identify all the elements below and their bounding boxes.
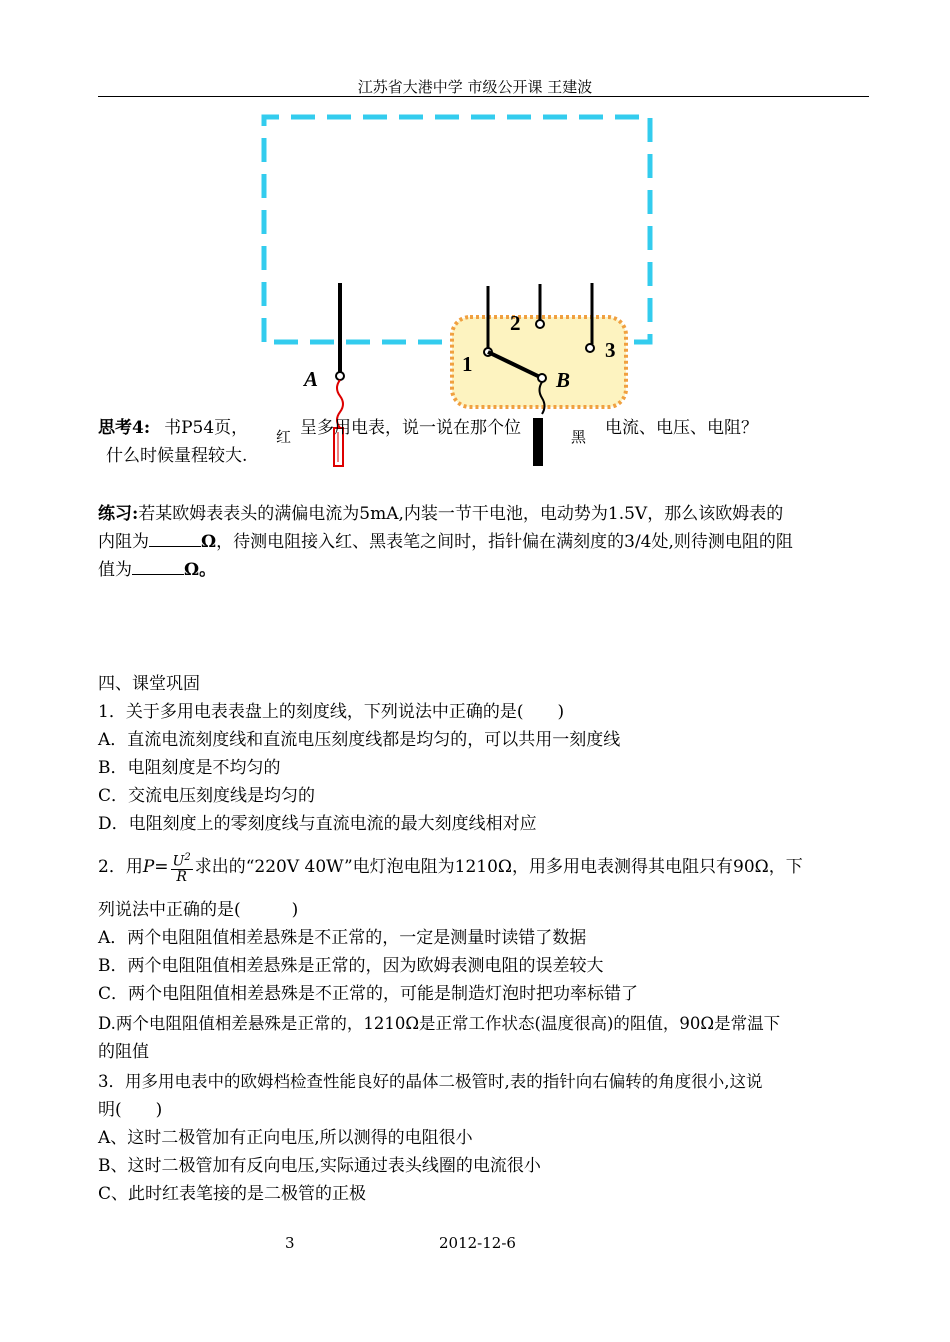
q3-stem-line1: 3．用多用电表中的欧姆档检查性能良好的晶体二极管时,表的指针向右偏转的角度很小,这说 [98,1072,763,1091]
section4-title: 四、课堂巩固 [98,674,200,694]
q2-option-d: D.两个电阻阻值相差悬殊是正常的，1210Ω是正常工作状态(温度很高)的阻值，90Ω是常温下 [98,1014,781,1033]
terminal-a [336,372,344,380]
terminal-3 [586,344,594,352]
label-black: 黑 [571,430,587,446]
q1-option-a: A．直流电流刻度线和直流电压刻度线都是均匀的，可以共用一刻度线 [98,730,621,750]
terminal-2 [536,320,544,328]
label-1: 1 [462,352,473,376]
practice-text1: 若某欧姆表表头的满偏电流为5mA,内装一节干电池，电动势为1.5V，那么该欧姆表的 [138,504,784,524]
practice-line3: 值为 Ω。 [98,556,869,584]
think4-text3: 电流、电压、电阻？ [605,418,758,438]
q3-option-b: B、这时二极管加有反向电压,实际通过表头线圈的电流很小 [98,1156,541,1176]
practice-label: 练习: [98,504,139,524]
q2-option-d-cont: 的阻值 [98,1042,149,1062]
q2-option-b: B．两个电阻阻值相差悬殊是正常的，因为欧姆表测电阻的误差较大 [98,956,604,976]
practice-line2: 内阻为 Ω，待测电阻接入红、黑表笔之间时，指针偏在满刻度的3/4处,则待测电阻的阻 [98,528,869,556]
q2-option-c: C．两个电阻阻值相差悬殊是不正常的，可能是制造灯泡时把功率标错了 [98,984,639,1004]
q3-option-c: C、此时红表笔接的是二极管的正极 [98,1184,367,1204]
q2-stem-line1: 2．用P= $\frac{U^2}{R}$ 求出的“220V 40W”电灯泡电阻为1210Ω，用多用电表测得其电阻只有90Ω，下 [98,851,803,886]
think4-label: 思考4: [98,418,151,438]
label-2: 2 [510,311,521,335]
q3-stem-line2: 明( ) [98,1100,163,1120]
q1-stem: 1．关于多用电表表盘上的刻度线，下列说法中正确的是( ) [98,702,565,722]
think4-text2: 呈多用电表，说一说在那个位 [300,418,521,438]
header-rule [98,96,869,97]
label-a: A [304,367,319,391]
think4-line2: 什么时候量程较大. [106,446,248,466]
page-number: 3 [285,1234,295,1252]
q2-option-a: A．两个电阻阻值相差悬殊是不正常的，一定是测量时读错了数据 [98,928,587,948]
power-formula: P= $\frac{U^2}{R}$ [142,851,191,886]
label-b: B [556,368,571,392]
q3-option-a: A、这时二极管加有正向电压,所以测得的电阻很小 [98,1128,473,1148]
terminal-b [538,374,546,382]
footer-date: 2012-12-6 [439,1234,516,1252]
blank-measured-resistance[interactable] [132,556,184,575]
q1-option-c: C．交流电压刻度线是均匀的 [98,786,316,806]
label-red: 红 [276,430,292,446]
blank-internal-resistance[interactable] [149,528,201,547]
label-3: 3 [605,338,616,362]
think4-text1: 书P54页， [164,418,249,438]
practice-line1 [98,500,869,528]
q1-option-d: D．电阻刻度上的零刻度线与直流电流的最大刻度线相对应 [98,814,537,834]
q1-option-b: B．电阻刻度是不均匀的 [98,758,281,778]
q2-stem-line2: 列说法中正确的是( ) [98,900,299,920]
page-header: 江苏省大港中学 市级公开课 王建波 [357,78,593,96]
